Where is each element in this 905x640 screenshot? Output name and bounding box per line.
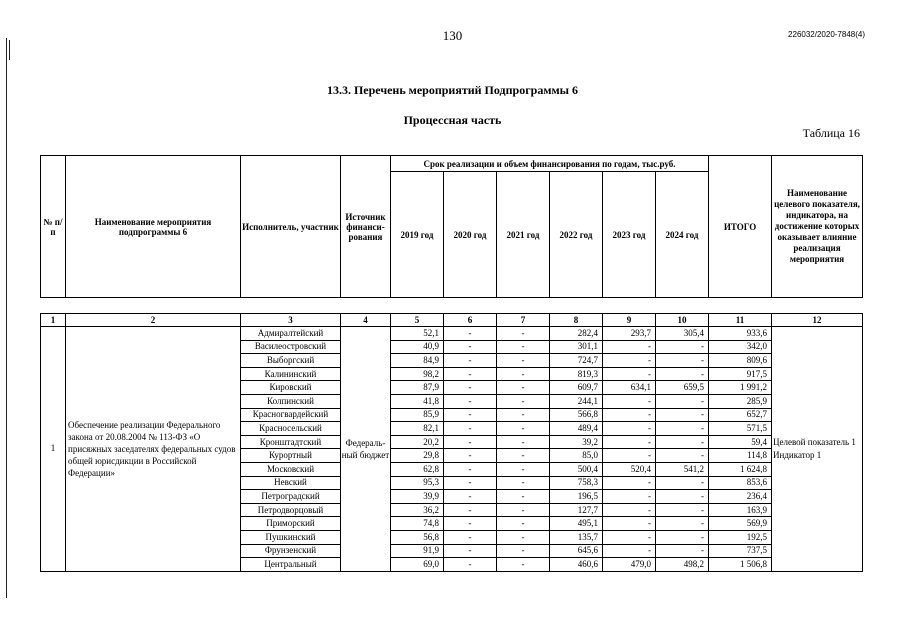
header-period: Срок реализации и объем финансирования по годам, тыс.руб. xyxy=(391,156,709,172)
value-2023: 520,4 xyxy=(603,462,656,476)
value-2019: 85,9 xyxy=(391,408,444,422)
section-subtitle: Процессная часть xyxy=(403,113,502,127)
value-2019: 39,9 xyxy=(391,490,444,504)
page-number: 130 xyxy=(442,28,463,43)
value-2019: 84,9 xyxy=(391,354,444,368)
column-number: 4 xyxy=(341,314,391,327)
value-2024: 305,4 xyxy=(656,327,709,341)
value-2022: 758,3 xyxy=(550,476,603,490)
value-2022: 244,1 xyxy=(550,394,603,408)
value-2022: 819,3 xyxy=(550,367,603,381)
value-total: 652,7 xyxy=(709,408,772,422)
district-name: Калининский xyxy=(241,367,341,381)
value-2023: - xyxy=(603,435,656,449)
value-2024: - xyxy=(656,435,709,449)
header-indicator: Наименование целевого показателя, индикатора, на достижение которых оказывает влияние реализация мероприятия xyxy=(772,156,863,298)
column-number-row xyxy=(41,314,863,327)
value-2024: 541,2 xyxy=(656,462,709,476)
value-2022: 495,1 xyxy=(550,517,603,531)
value-2021: - xyxy=(497,327,550,341)
district-name: Пушкинский xyxy=(241,530,341,544)
table-header xyxy=(40,155,863,298)
funding-source: Федераль-ный бюджет xyxy=(341,327,391,572)
column-number: 11 xyxy=(709,314,772,327)
value-2024: - xyxy=(656,490,709,504)
value-total: 571,5 xyxy=(709,422,772,436)
value-total: 285,9 xyxy=(709,394,772,408)
value-total: 236,4 xyxy=(709,490,772,504)
value-total: 933,6 xyxy=(709,327,772,341)
district-name: Курортный xyxy=(241,449,341,463)
value-2023: - xyxy=(603,503,656,517)
value-2024: - xyxy=(656,449,709,463)
item-number: 1 xyxy=(41,327,66,572)
column-number: 6 xyxy=(444,314,497,327)
value-2019: 36,2 xyxy=(391,503,444,517)
value-2022: 566,8 xyxy=(550,408,603,422)
value-2020: - xyxy=(444,408,497,422)
district-name: Василеостровский xyxy=(241,340,341,354)
value-2021: - xyxy=(497,354,550,368)
value-2022: 645,6 xyxy=(550,544,603,558)
value-2021: - xyxy=(497,367,550,381)
value-2024: - xyxy=(656,354,709,368)
header-year: 2022 год xyxy=(550,172,603,298)
column-number: 5 xyxy=(391,314,444,327)
district-name: Выборгский xyxy=(241,354,341,368)
value-2022: 500,4 xyxy=(550,462,603,476)
district-name: Красносельский xyxy=(241,422,341,436)
value-total: 917,5 xyxy=(709,367,772,381)
value-2019: 41,8 xyxy=(391,394,444,408)
value-2023: 634,1 xyxy=(603,381,656,395)
value-total: 1 624,8 xyxy=(709,462,772,476)
value-2024: 659,5 xyxy=(656,381,709,395)
value-total: 737,5 xyxy=(709,544,772,558)
value-2023: - xyxy=(603,367,656,381)
district-name: Петроградский xyxy=(241,490,341,504)
value-total: 853,6 xyxy=(709,476,772,490)
value-total: 1 991,2 xyxy=(709,381,772,395)
value-total: 192,5 xyxy=(709,530,772,544)
value-2021: - xyxy=(497,544,550,558)
value-2021: - xyxy=(497,435,550,449)
value-2020: - xyxy=(444,530,497,544)
district-name: Невский xyxy=(241,476,341,490)
header-name: Наименование мероприятия подпрограммы 6 xyxy=(66,156,241,298)
value-2019: 40,9 xyxy=(391,340,444,354)
value-2020: - xyxy=(444,394,497,408)
value-2023: - xyxy=(603,476,656,490)
header-num: № п/п xyxy=(41,156,66,298)
value-2024: - xyxy=(656,408,709,422)
value-2020: - xyxy=(444,340,497,354)
value-2021: - xyxy=(497,490,550,504)
value-2024: - xyxy=(656,530,709,544)
value-2019: 74,8 xyxy=(391,517,444,531)
value-total: 569,9 xyxy=(709,517,772,531)
district-name: Приморский xyxy=(241,517,341,531)
value-2019: 20,2 xyxy=(391,435,444,449)
value-2023: - xyxy=(603,449,656,463)
value-2022: 489,4 xyxy=(550,422,603,436)
value-total: 59,4 xyxy=(709,435,772,449)
district-name: Кировский xyxy=(241,381,341,395)
value-2020: - xyxy=(444,449,497,463)
header-year: 2019 год xyxy=(391,172,444,298)
value-2019: 69,0 xyxy=(391,558,444,572)
item-description: Обеспечение реализации Федерального закона от 20.08.2004 № 113-ФЗ «О присяжных заседателях федеральных судов общей юрисдикции в Российской Федерации» xyxy=(66,327,241,572)
value-total: 809,6 xyxy=(709,354,772,368)
value-2023: 479,0 xyxy=(603,558,656,572)
header-year: 2021 год xyxy=(497,172,550,298)
value-2021: - xyxy=(497,422,550,436)
column-number: 10 xyxy=(656,314,709,327)
value-2020: - xyxy=(444,422,497,436)
value-2022: 460,6 xyxy=(550,558,603,572)
value-2020: - xyxy=(444,462,497,476)
value-2022: 609,7 xyxy=(550,381,603,395)
value-2021: - xyxy=(497,476,550,490)
value-2020: - xyxy=(444,558,497,572)
value-2020: - xyxy=(444,381,497,395)
header-year: 2020 год xyxy=(444,172,497,298)
value-2019: 87,9 xyxy=(391,381,444,395)
header-source: Источник финанси-рования xyxy=(341,156,391,298)
district-name: Красногвардейский xyxy=(241,408,341,422)
header-total: ИТОГО xyxy=(709,156,772,298)
district-name: Московский xyxy=(241,462,341,476)
value-2022: 39,2 xyxy=(550,435,603,449)
value-2020: - xyxy=(444,435,497,449)
value-total: 1 506,8 xyxy=(709,558,772,572)
target-indicator: Целевой показатель 1 Индикатор 1 xyxy=(772,327,863,572)
header-executor: Исполнитель, участник xyxy=(241,156,341,298)
value-2022: 127,7 xyxy=(550,503,603,517)
value-2024: - xyxy=(656,367,709,381)
value-2023: - xyxy=(603,354,656,368)
table-number: Таблица 16 xyxy=(802,126,860,140)
district-name: Центральный xyxy=(241,558,341,572)
value-2023: - xyxy=(603,517,656,531)
district-name: Кронштадтский xyxy=(241,435,341,449)
value-2024: - xyxy=(656,422,709,436)
header-year: 2024 год xyxy=(656,172,709,298)
district-name: Адмиралтейский xyxy=(241,327,341,341)
value-2022: 196,5 xyxy=(550,490,603,504)
value-2020: - xyxy=(444,476,497,490)
district-name: Фрунзенский xyxy=(241,544,341,558)
value-2023: - xyxy=(603,544,656,558)
value-2024: - xyxy=(656,517,709,531)
value-2020: - xyxy=(444,517,497,531)
value-2022: 282,4 xyxy=(550,327,603,341)
value-2019: 52,1 xyxy=(391,327,444,341)
value-2024: - xyxy=(656,394,709,408)
value-2020: - xyxy=(444,544,497,558)
value-2023: - xyxy=(603,394,656,408)
district-name: Колпинский xyxy=(241,394,341,408)
column-number: 7 xyxy=(497,314,550,327)
value-2023: - xyxy=(603,490,656,504)
value-total: 114,8 xyxy=(709,449,772,463)
value-2020: - xyxy=(444,367,497,381)
value-2023: - xyxy=(603,422,656,436)
value-2023: - xyxy=(603,408,656,422)
document-id: 226032/2020-7848(4) xyxy=(788,30,865,39)
value-2022: 135,7 xyxy=(550,530,603,544)
value-2024: - xyxy=(656,544,709,558)
value-2021: - xyxy=(497,340,550,354)
value-2022: 724,7 xyxy=(550,354,603,368)
value-total: 342,0 xyxy=(709,340,772,354)
column-number: 2 xyxy=(66,314,241,327)
column-number: 9 xyxy=(603,314,656,327)
value-2019: 91,9 xyxy=(391,544,444,558)
section-title: 13.3. Перечень мероприятий Подпрограммы 6 xyxy=(326,83,579,97)
column-number: 1 xyxy=(41,314,66,327)
value-2021: - xyxy=(497,517,550,531)
value-2023: - xyxy=(603,530,656,544)
value-2022: 85,0 xyxy=(550,449,603,463)
value-2021: - xyxy=(497,381,550,395)
value-2021: - xyxy=(497,503,550,517)
value-2019: 95,3 xyxy=(391,476,444,490)
value-2021: - xyxy=(497,394,550,408)
value-2021: - xyxy=(497,530,550,544)
value-2021: - xyxy=(497,462,550,476)
value-2020: - xyxy=(444,327,497,341)
value-2024: - xyxy=(656,476,709,490)
value-2023: 293,7 xyxy=(603,327,656,341)
table-row xyxy=(41,327,863,341)
value-2019: 56,8 xyxy=(391,530,444,544)
value-2022: 301,1 xyxy=(550,340,603,354)
value-2020: - xyxy=(444,490,497,504)
value-2019: 29,8 xyxy=(391,449,444,463)
column-number: 12 xyxy=(772,314,863,327)
district-name: Петродворцовый xyxy=(241,503,341,517)
value-2020: - xyxy=(444,354,497,368)
column-number: 8 xyxy=(550,314,603,327)
data-table xyxy=(40,313,863,572)
header-year: 2023 год xyxy=(603,172,656,298)
value-2021: - xyxy=(497,449,550,463)
value-2024: 498,2 xyxy=(656,558,709,572)
value-2019: 82,1 xyxy=(391,422,444,436)
value-2021: - xyxy=(497,558,550,572)
value-2021: - xyxy=(497,408,550,422)
column-number: 3 xyxy=(241,314,341,327)
value-2024: - xyxy=(656,340,709,354)
value-2024: - xyxy=(656,503,709,517)
value-2020: - xyxy=(444,503,497,517)
value-2023: - xyxy=(603,340,656,354)
value-2019: 98,2 xyxy=(391,367,444,381)
value-total: 163,9 xyxy=(709,503,772,517)
value-2019: 62,8 xyxy=(391,462,444,476)
